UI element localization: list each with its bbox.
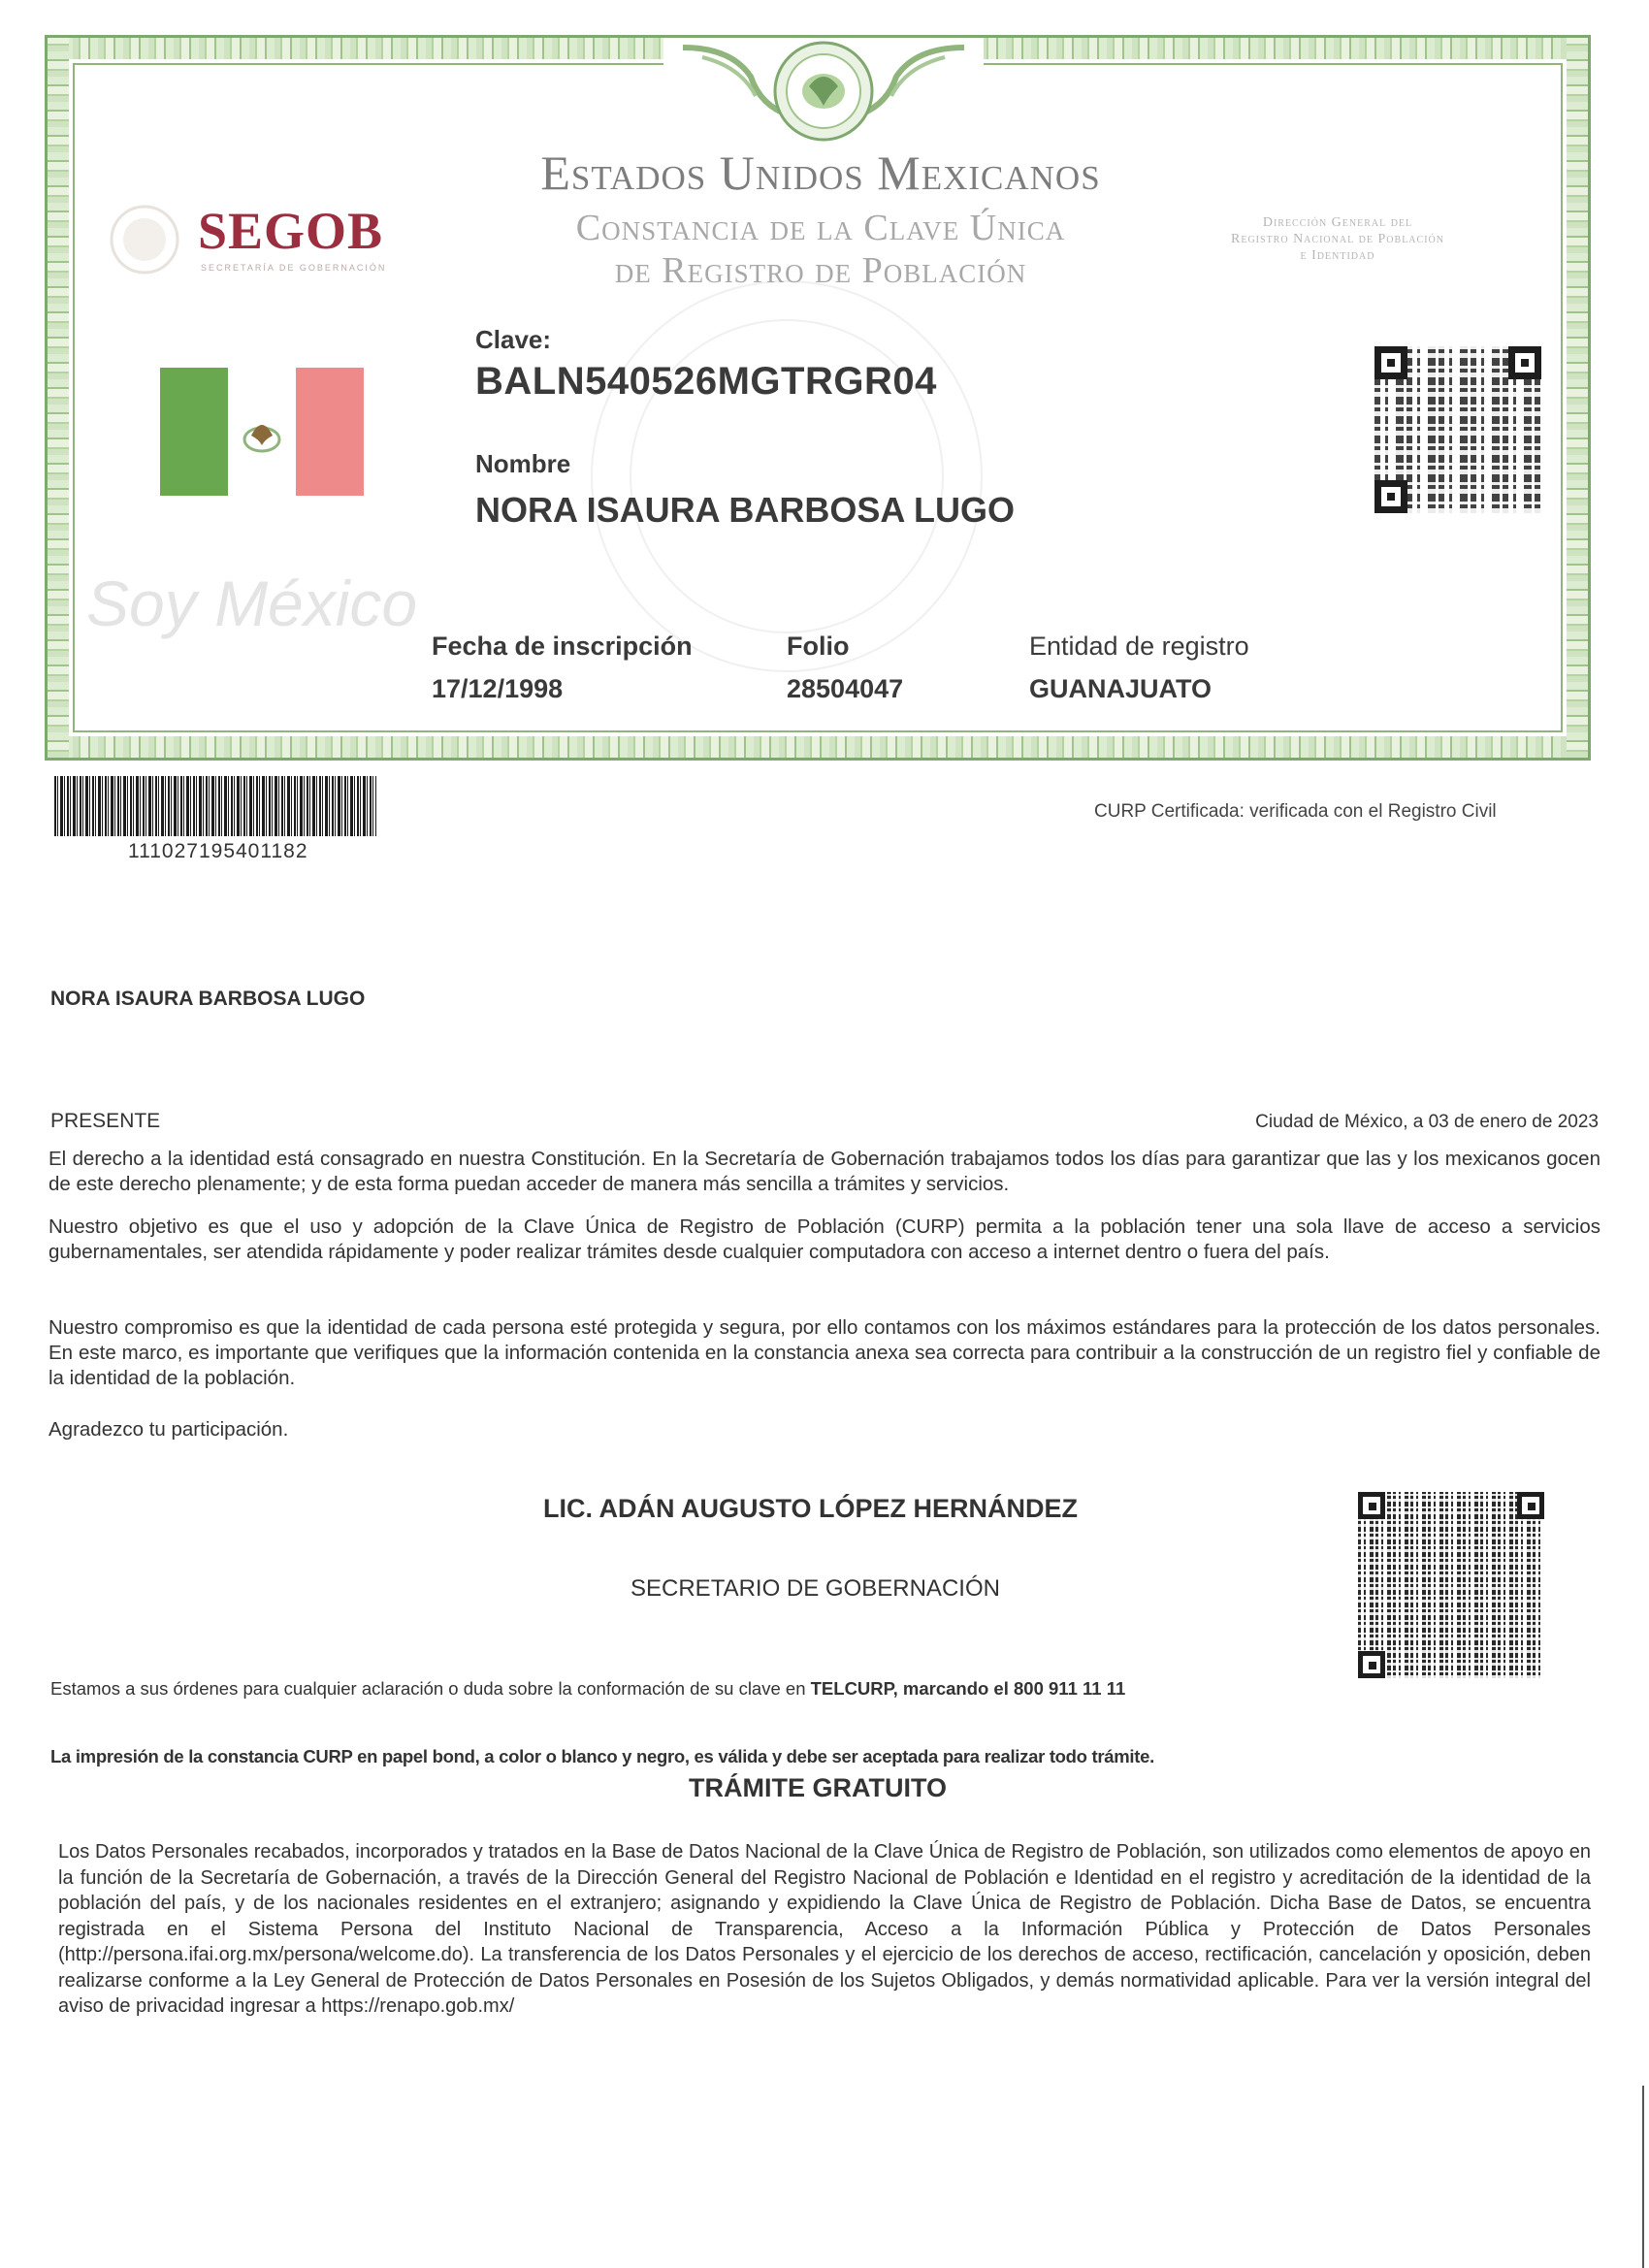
dg-line-2: Registro Nacional de Población (1231, 232, 1444, 246)
national-seal-icon (663, 38, 984, 145)
folio-value: 28504047 (787, 674, 904, 703)
fecha-inscripcion-label: Fecha de inscripción (432, 632, 693, 661)
certificate-title-line2: de Registro de Población (614, 250, 1027, 291)
telcurp-phone: TELCURP, marcando el 800 911 11 11 (810, 1678, 1126, 1699)
signer-title: SECRETARIO DE GOBERNACIÓN (630, 1575, 1000, 1602)
barcode-icon (54, 776, 376, 836)
letter-thanks: Agradezco tu participación. (48, 1418, 289, 1441)
dg-line-1: Dirección General del (1262, 215, 1413, 230)
scan-edge-line (1642, 2086, 1644, 2268)
letter-presente: PRESENTE (50, 1110, 161, 1132)
dg-line-3: e Identidad (1300, 248, 1375, 263)
segob-subtitle: SECRETARÍA DE GOBERNACIÓN (201, 263, 387, 273)
folio-label: Folio (787, 632, 850, 661)
clave-value: BALN540526MGTRGR04 (475, 360, 937, 403)
nombre-label: Nombre (475, 449, 571, 478)
clave-label: Clave: (475, 325, 552, 354)
soy-mexico-slogan: Soy México (86, 567, 418, 639)
segob-logo-text: SEGOB (198, 202, 384, 260)
curp-certificate (45, 35, 1591, 761)
country-title: Estados Unidos Mexicanos (540, 146, 1101, 200)
certificate-title-line1: Constancia de la Clave Única (575, 208, 1066, 248)
letter-place-date: Ciudad de México, a 03 de enero de 2023 (1255, 1112, 1599, 1132)
entidad-registro-label: Entidad de registro (1029, 632, 1249, 661)
barcode-number: 111027195401182 (128, 840, 308, 862)
curp-certificada-note: CURP Certificada: verificada con el Registro Civil (1094, 801, 1497, 822)
valid-print-notice: La impresión de la constancia CURP en papel bond, a color o blanco y negro, es válida y debe ser aceptada para realizar todo trámite. (50, 1746, 1154, 1766)
mexican-flag-icon (160, 368, 364, 496)
fecha-inscripcion-value: 17/12/1998 (432, 674, 564, 703)
signer-name: LIC. ADÁN AUGUSTO LÓPEZ HERNÁNDEZ (543, 1494, 1079, 1523)
contact-text: Estamos a sus órdenes para cualquier aclaración o duda sobre la conformación de su clave en (50, 1678, 811, 1699)
letter-paragraph-1: El derecho a la identidad está consagrado en nuestra Constitución. En la Secretaría de Gobernación trabajamos todos los días para garantizar que las y los mexicanos gocen de este derecho plenamente; y de esta forma puedan acceder de manera más sencilla a trámites y servicios. (48, 1148, 1600, 1195)
letter-paragraph-3: Nuestro compromiso es que la identidad de cada persona esté protegida y segura, por ello contamos con los máximos estándares para la protección de los datos personales. En este marco, es importante que verifiques que la información contenida en la constancia anexa sea correcta para contribuir a la construcción de un registro fiel y confiable de la identidad de la población. (48, 1316, 1600, 1389)
privacy-notice: Los Datos Personales recabados, incorporados y tratados en la Base de Datos Nacional de la Clave Única de Registro de Población, son utilizados como elementos de apoyo en la función de la Secretaría de Gobernación, a través de la Dirección General del Registro Nacional de Población e Identidad en el registro y acreditación de la identidad de la población del país, y de los nacionales residentes en el extranjero; asignando y expidiendo la Clave Única de Registro de Población. Dicha Base de Datos, se encuentra registrada en el Sistema Persona del Instituto Nacional de Transparencia, Acceso a la Información Pública y Protección de Datos Personales (http://persona.ifai.org.mx/persona/welcome.do). La transferencia de los Datos Personales y el ejercicio de los derechos de acceso, rectificación, cancelación y oposición, deben realizarse conforme a la Ley General de Protección de Datos Personales en Posesión de los Sujetos Obligados, y demás normatividad aplicable. Para ver la versión integral del aviso de privacidad ingresar a https://renapo.gob.mx/ (58, 1841, 1591, 2017)
entidad-registro-value: GUANAJUATO (1029, 674, 1212, 703)
qr-code-bottom (1358, 1492, 1544, 1678)
contact-line (50, 1678, 1125, 1700)
dg-renapo-text (1182, 214, 1493, 264)
letter-recipient: NORA ISAURA BARBOSA LUGO (50, 988, 366, 1010)
nombre-value: NORA ISAURA BARBOSA LUGO (475, 490, 1015, 530)
segob-eagle-icon (106, 201, 183, 278)
frame-band-bottom (48, 736, 1588, 758)
qr-code-top (1374, 346, 1541, 513)
tramite-gratuito: TRÁMITE GRATUITO (689, 1773, 947, 1802)
letter-paragraph-2: Nuestro objetivo es que el uso y adopción de la Clave Única de Registro de Población (CURP) permita a la población tener una sola llave de acceso a servicios gubernamentales, ser atendida rápidamente y poder realizar trámites desde cualquier computadora con acceso a internet dentro o fuera del país. (48, 1215, 1600, 1263)
